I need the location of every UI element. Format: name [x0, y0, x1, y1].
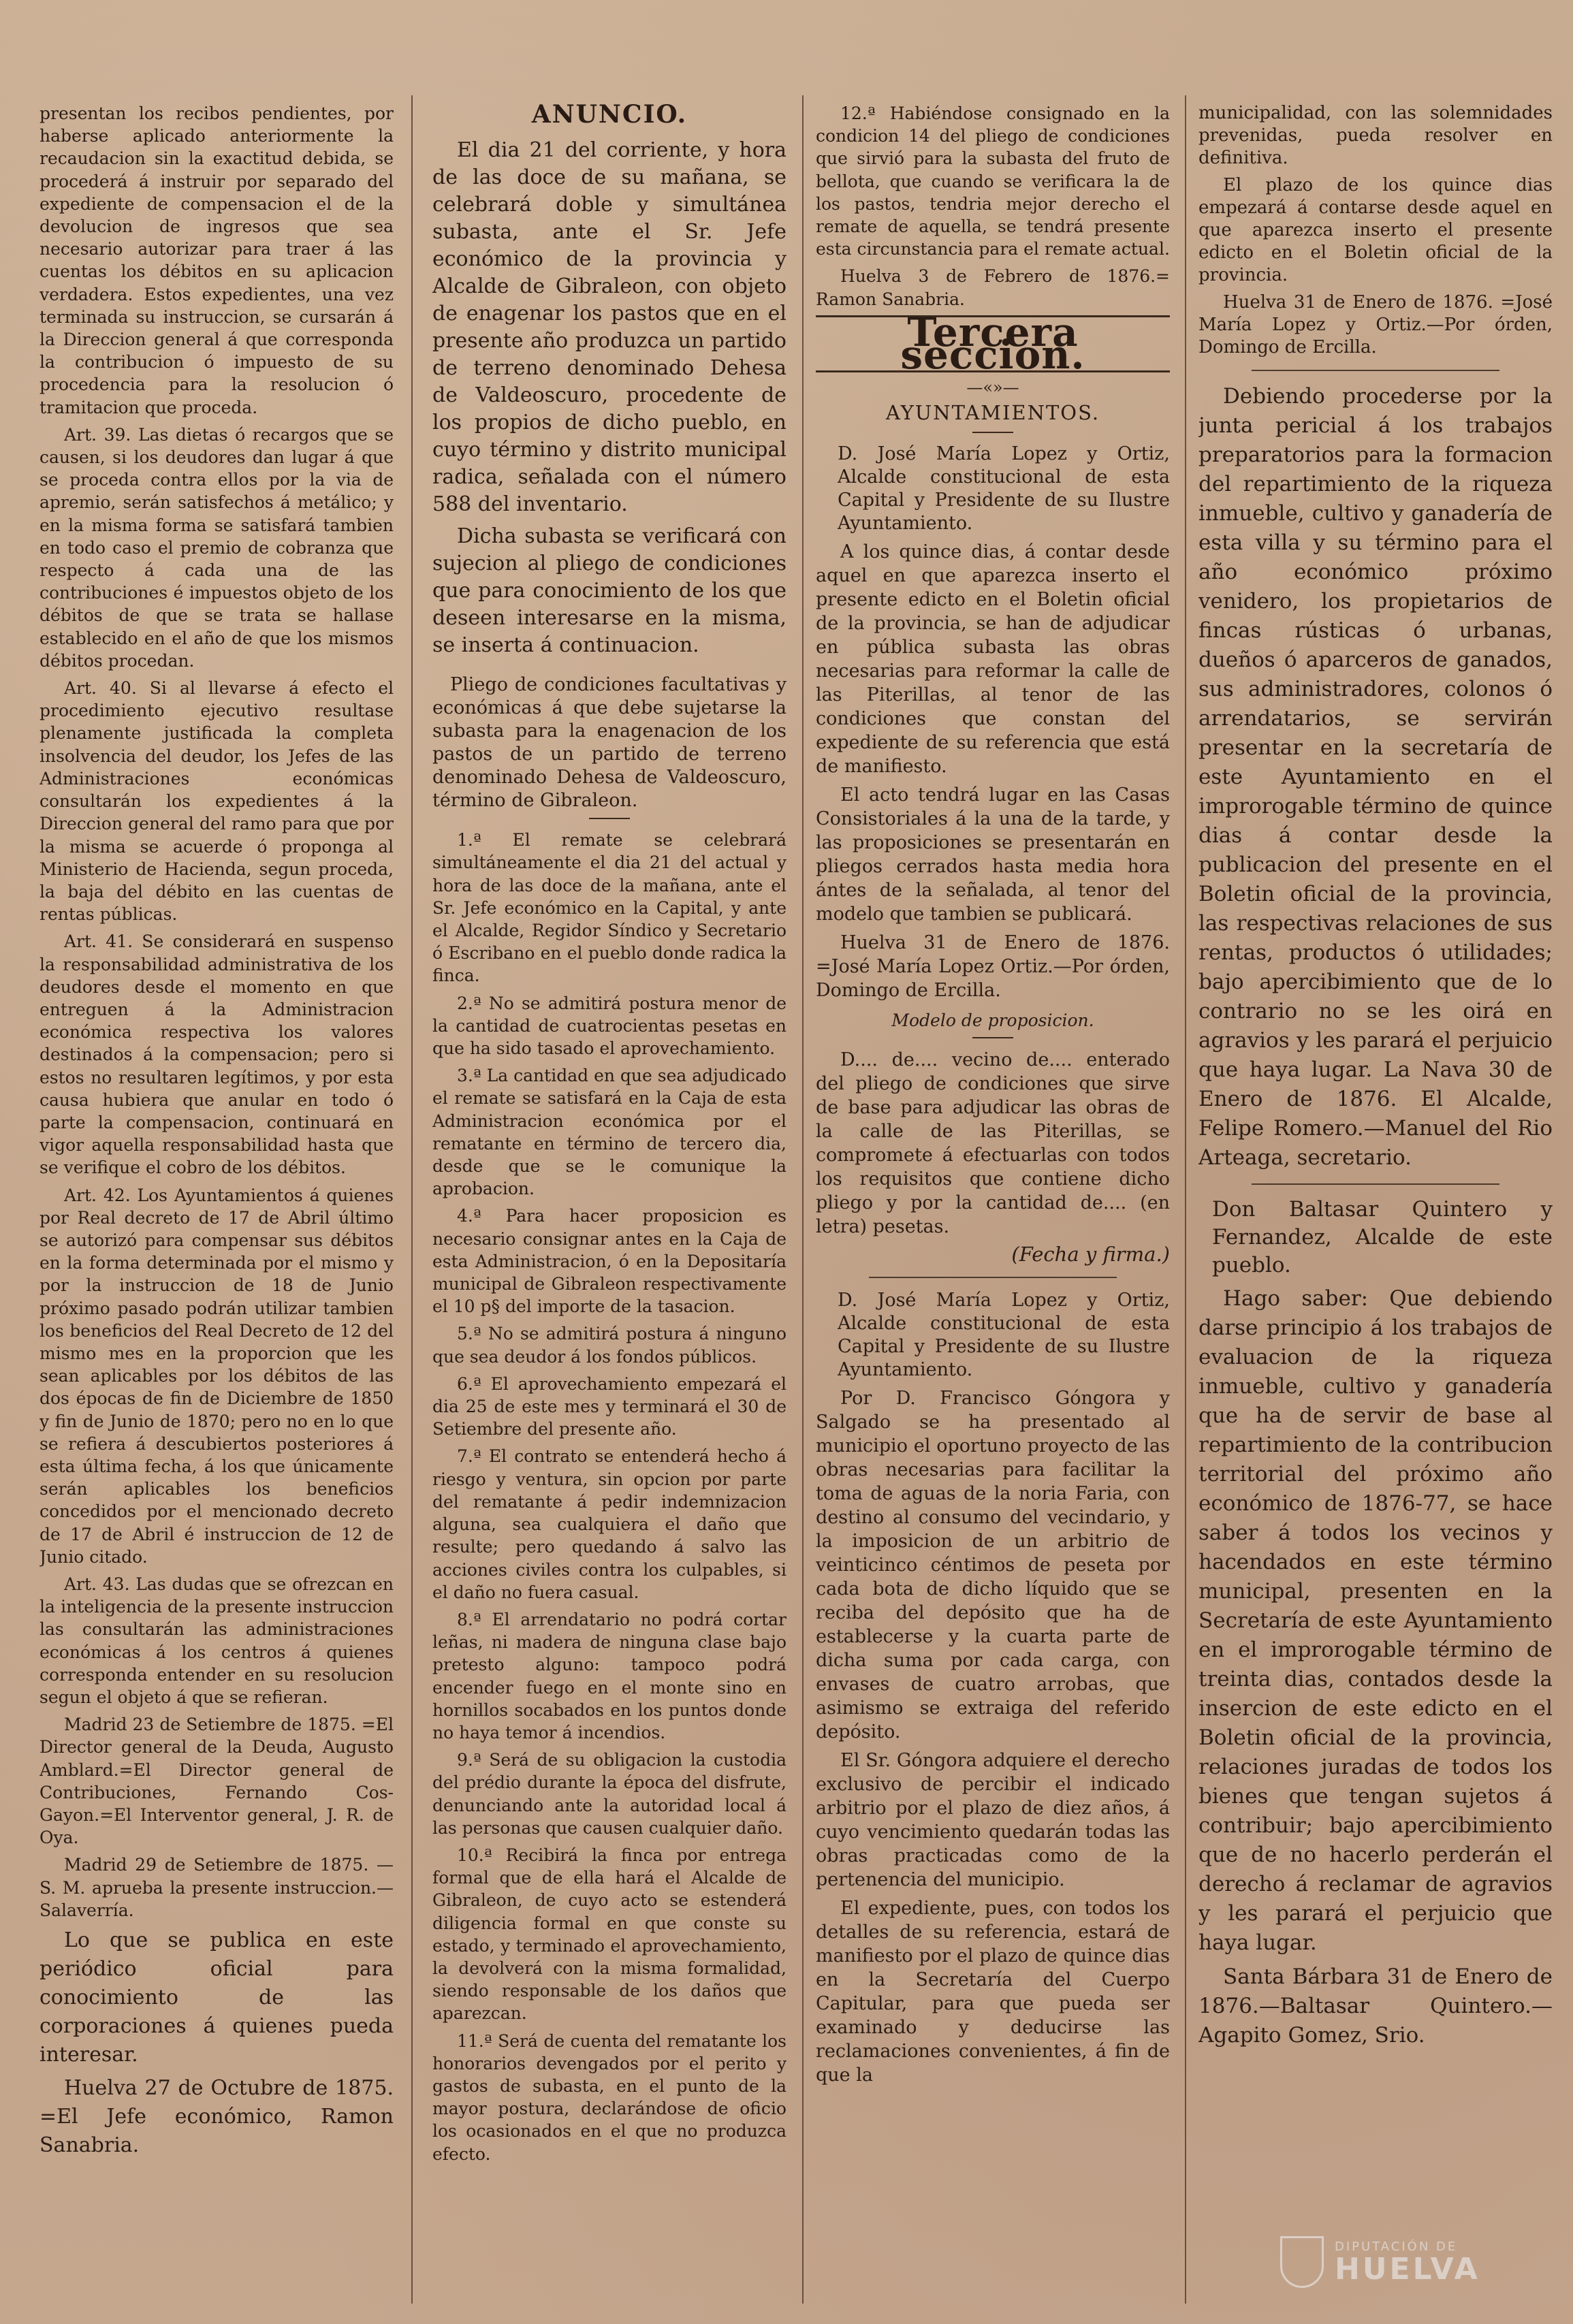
paragraph: Debiendo procederse por la junta pericial á los trabajos preparatorios para la formacion del repartimiento de la riqueza inmueble, cultivo y ganadería de esta villa y su término para el año económico próximo venidero, los propietarios de fincas rústicas ó urbanas, dueños ó aparceros de ganados, sus administradores, colonos ó arrendatarios, se servirán presentar en la secretaría de este Ayuntamiento en el improrogable término de quince dias á contar desde la publicacion del presente en el Boletin oficial de la provincia, las respectivas relaciones de sus rentas, productos ó utilidades; bajo apercibimiento que de lo contrario no se les oirá en agravios y les parará el perjuicio que haya lugar. La Nava 30 de Enero de 1876. El Alcalde, Felipe Romero.—Manuel del Rio Arteaga, secretario. — [1198, 384, 1553, 1170]
signature: Huelva 31 de Enero de 1876. =José María Lopez Ortiz.—Por órden, Domingo de Ercilla. — [816, 932, 1170, 1001]
column-rule — [1185, 95, 1186, 2304]
column-rule — [411, 95, 413, 2304]
paragraph: El expediente, pues, con todos los detalles de su referencia, estará de manifiesto por el plazo de quince dias en la Secretaría del Cuerpo Capitular, para que pueda ser examinado y deducirse las reclamaciones convenientes, á fin de que la — [816, 1898, 1170, 2086]
paragraph: Art. 40. Si al llevarse á efecto el procedimiento ejecutivo resultase plenamente justificada la completa insolvencia del deudor, los Jefes de las Administraciones económicas consultarán los expedientes á la Direccion general del ramo para que por la misma se acuerde ó proponga al Ministerio de Hacienda, segun proceda, la baja del débito en las cuentas de rentas públicas. — [39, 678, 394, 925]
condition: 10.ª Recibirá la finca por entrega formal que de ella hará el Alcalde de Gibraleon, de cuyo acto se estenderá diligencia formal en que conste su estado, y terminado el aprovechamiento, la devolverá con la misma formalidad, siendo responsable de los daños que aparezcan. — [432, 1845, 786, 2024]
divider — [589, 818, 630, 819]
condition: 9.ª Será de su obligacion la custodia del prédio durante la época del disfrute, denunciando ante la autoridad local á las personas que causen cualquier daño. — [432, 1750, 786, 1838]
paragraph: Art. 43. Las dudas que se ofrezcan en la inteligencia de la presente instruccion las consultarán las administraciones económicas á los centros á quienes corresponda entender en su resolucion segun el objeto á que se refieran. — [39, 1574, 394, 1708]
model-title: Modelo de proposicion. — [891, 1010, 1094, 1030]
condition: 11.ª Será de cuenta del rematante los honorarios devengados por el perito y gastos de subasta, en el punto de la mayor postura, declarándose de oficio los ocasionados en el que no produzca efecto. — [432, 2031, 786, 2164]
paragraph: El Sr. Góngora adquiere el derecho exclusivo de percibir el indicado arbitrio por el plazo de diez años, á cuyo vencimiento quedarán todas las obras practicadas como de la pertenencia del municipio. — [816, 1750, 1170, 1891]
condition: 5.ª No se admitirá postura á ninguno que sea deudor á los fondos públicos. — [432, 1324, 786, 1367]
edict-heading: Don Baltasar Quintero y Fernandez, Alcalde de este pueblo. — [1212, 1197, 1553, 1277]
edict-heading: D. José María Lopez y Ortiz, Alcalde constitucional de esta Capital y Presidente de su Ilustre Ayuntamiento. — [838, 1290, 1170, 1381]
ornament: —«»— — [966, 378, 1019, 398]
divider — [1252, 370, 1499, 371]
crest-icon — [1280, 2236, 1324, 2288]
paragraph: municipalidad, con las solemnidades prevenidas, pueda resolver en definitiva. — [1198, 103, 1553, 168]
paragraph: presentan los recibos pendientes, por haberse aplicado anteriormente la recaudacion sin la exactitud debida, se procederá á instruir por separado del expediente de compensacion el de la devolucion de ingresos que sea necesario autorizar para traer á las cuentas los débitos en su aplicacion verdadera. Estos expedientes, una vez terminada su instruccion, se cursarán á la Direccion general á que corresponda la contribucion ó impuesto de su procedencia para la resolucion ó tramitacion que proceda. — [39, 104, 394, 417]
paragraph: El acto tendrá lugar en las Casas Consistoriales á la una de la tarde, y las proposiciones se presentarán en pliegos cerrados hasta media hora ántes de la señalada, al tenor del modelo que tambien se publicará. — [816, 784, 1170, 925]
paragraph: Art. 42. Los Ayuntamientos á quienes por Real decreto de 17 de Abril último se autorizó para compensar sus débitos en la forma determinada por el mismo y por la instruccion de 18 de Junio próximo pasado podrán utilizar tambien los beneficios del Real Decreto de 12 del mismo mes en la proporcion que les sean aplicables por los débitos de las dos épocas de fin de Diciembre de 1850 y fin de Junio de 1870; pero no en lo que se refiera á descubiertos posteriores á esta última fecha, á los que únicamente serán aplicables los beneficios concedidos por el mencionado decreto de 17 de Abril é instruccion de 12 de Junio citado. — [39, 1185, 394, 1567]
announcement-title: ANUNCIO. — [531, 102, 688, 129]
pliego-heading: Pliego de condiciones facultativas y económicas á que debe sujetarse la subasta para la enagenacion de los pastos de un partido de terreno denominado Dehesa de Valdeoscuro, término de Gibraleon. — [432, 674, 786, 812]
column-2 — [432, 102, 786, 2297]
paragraph: Por D. Francisco Góngora y Salgado se ha presentado al municipio el oportuno proyecto de las obras necesarias para facilitar la toma de aguas de la noria Faria, con destino al consumo del vecindario, y la imposicion de un arbitrio de veinticinco céntimos de peseta por cada bota de dicho líquido que se reciba del depósito que ha de establecerse y la cuarta parte de dicha suma por cada carga, con envases de cuatro arrobas, que asimismo se extraiga del referido depósito. — [816, 1388, 1170, 1743]
archive-watermark — [1280, 2231, 1539, 2293]
date-signature: (Fecha y firma.) — [1011, 1242, 1170, 1266]
publication-note — [39, 1926, 394, 2160]
paragraph: Art. 39. Las dietas ó recargos que se causen, si los deudores dan lugar á que se proceda contra ellos por la via de apremio, serán satisfechos á metálico; y en la misma forma se satisfará tambien en todo caso el premio de cobranza que respecto á cada una de las contribuciones é impuestos objeto de los débitos de que se trata se hallase establecido en el año de que los mismos débitos procedan. — [39, 424, 394, 671]
paragraph: Huelva 27 de Octubre de 1875. =El Jefe económico, Ramon Sanabria. — [39, 2076, 394, 2158]
paragraph: Lo que se publica en este periódico oficial para conocimiento de las corporaciones á quienes pueda interesar. — [39, 1928, 394, 2067]
divider — [972, 432, 1013, 433]
watermark-line2: HUELVA — [1335, 2251, 1480, 2287]
condition: 4.ª Para hacer proposicion es necesario consignar antes en la Caja de esta Administracion, ó en la Depositaría municipal de Gibraleon respectivamente el 10 p§ del importe de la tasacion. — [432, 1206, 786, 1317]
paragraph: Dicha subasta se verificará con sujecion al pliego de condiciones que para conocimiento de los que deseen interesarse en la misma, se inserta á continuacion. — [432, 524, 786, 658]
condition: 3.ª La cantidad en que sea adjudicado el remate se satisfará en la Caja de esta Administracion económica por el rematante en término de tercero dia, desde que se le comunique la aprobacion. — [432, 1066, 786, 1199]
section-title: Tercera seccion. — [816, 315, 1170, 372]
edict-la-nava — [1198, 382, 1553, 1173]
edict-santa-barbara — [1198, 1196, 1553, 2050]
condition: 6.ª El aprovechamiento empezará el dia 25 de este mes y terminará el 30 de Setiembre del presente año. — [432, 1373, 786, 1439]
paragraph: El plazo de los quince dias empezará á contarse desde aquel en que aparezca inserto el presente edicto en el Boletin oficial de la provincia. — [1198, 175, 1553, 285]
paragraph: Hago saber: Que debiendo darse principio á los trabajos de evaluacion de la riqueza inmueble, cultivo y ganadería que ha de servir de base al repartimiento de la contribucion territorial del próximo año económico de 1876-77, se hace saber á todos los vecinos y hacendados en este término municipal, presenten en la Secretaría de este Ayuntamiento en el improrogable término de treinta dias, contados desde la insercion de este edicto en el Boletin oficial de la provincia, relaciones juradas de todos los bienes que tengan sujetos á contribuir; bajo apercibimiento que de no hacerlo perderán el derecho á reclamar de agravios y les parará el perjuicio que haya lugar. — [1198, 1286, 1553, 1955]
paragraph: A los quince dias, á contar desde aquel en que aparezca inserto el presente edicto en el Boletin oficial de la provincia, se han de adjudicar en pública subasta las obras necesarias para reformar la calle de las Piterillas, al tenor de las condiciones que constan del expediente de su referencia que está de manifiesto. — [816, 541, 1170, 777]
condition: 12.ª Habiéndose consignado en la condicion 14 del pliego de condiciones que sirvió para la subasta del fruto de bellota, que cuando se verificara la de los pastos, tendria mejor derecho el remate de aquella, se tendrá presente esta circunstancia para el remate actual. — [816, 104, 1170, 259]
signature: Huelva 31 de Enero de 1876. =José María Lopez y Ortiz.—Por órden, Domingo de Ercilla. — [1198, 292, 1553, 357]
signature: Huelva 3 de Febrero de 1876.= Ramon Sanabria. — [816, 266, 1170, 309]
subsection-title: AYUNTAMIENTOS. — [885, 401, 1100, 425]
condition: 7.ª El contrato se entenderá hecho á riesgo y ventura, sin opcion por parte del rematante á pedir indemnizacion alguna, sea cualquiera el daño que resulte; pero quedando á salvo las acciones civiles contra los culpables, si el daño no fuera casual. — [432, 1446, 786, 1602]
edict-heading: D. José María Lopez y Ortiz, Alcalde constitucional de esta Capital y Presidente de su Ilustre Ayuntamiento. — [838, 443, 1170, 534]
condition: 8.ª El arrendatario no podrá cortar leñas, ni madera de ninguna clase bajo pretesto alguno: tampoco podrá encender fuego en el monte sino en hornillos socabados en los puntos donde no haya temor á incendios. — [432, 1609, 786, 1742]
paragraph: Madrid 23 de Setiembre de 1875. =El Director general de la Deuda, Augusto Amblard.=El Director general de Contribuciones, Fernando Cos-Gayon.=El Interventor general, J. R. de Oya. — [39, 1715, 394, 1848]
column-rule — [802, 95, 804, 2304]
condition: 2.ª No se admitirá postura menor de la cantidad de cuatrocientas pesetas en que ha sido tasado el aprovechamiento. — [432, 993, 786, 1059]
column-3 — [816, 102, 1170, 2297]
divider — [869, 1277, 1117, 1278]
paragraph: Art. 41. Se considerará en suspenso la responsabilidad administrativa de los deudores desde el momento en que entreguen á la Administracion económica respectiva los valores destinados á la compensacion; pero si estos no resultaren legítimos, y por esta causa hubiera que anular en todo ó parte la compensacion, continuará en vigor aquella responsabilidad hasta que se verifique el cobro de los débitos. — [39, 932, 394, 1178]
model-text: D.... de.... vecino de.... enterado del pliego de condiciones que sirve de base para adjudicar las obras de la calle de las Piterillas, se compromete á efectuarlas con todos los requisitos que contiene dicho pliego y por la cantidad de.... (en letra) pesetas. — [816, 1049, 1170, 1237]
condition: 1.ª El remate se celebrará simultáneamente el dia 21 del actual y hora de las doce de la mañana, ante el Sr. Jefe económico en la Capital, y ante el Alcalde, Regidor Síndico y Secretario ó Escribano en el pueblo donde radica la finca. — [432, 830, 786, 986]
divider — [972, 1037, 1013, 1038]
signature: Santa Bárbara 31 de Enero de 1876.—Baltasar Quintero.—Agapito Gomez, Srio. — [1198, 1964, 1553, 2048]
paragraph: El dia 21 del corriente, y hora de las doce de su mañana, se celebrará doble y simultánea subasta, ante el Sr. Jefe económico de la provincia y Alcalde de Gibraleon, con objeto de enagenar los pastos que en el presente año produzca un partido de terreno denominado Dehesa de Valdeoscuro, procedente de los propios de dicho pueblo, en cuyo término y distrito municipal radica, señalada con el número 588 del inventario. — [432, 138, 786, 517]
column-4 — [1198, 102, 1553, 2297]
paragraph: Madrid 29 de Setiembre de 1875. —S. M. aprueba la presente instruccion.—Salaverría. — [39, 1855, 394, 1920]
column-1 — [39, 102, 394, 2297]
divider — [1252, 1183, 1499, 1185]
watermark-line1: DIPUTACIÓN DE — [1335, 2239, 1458, 2254]
